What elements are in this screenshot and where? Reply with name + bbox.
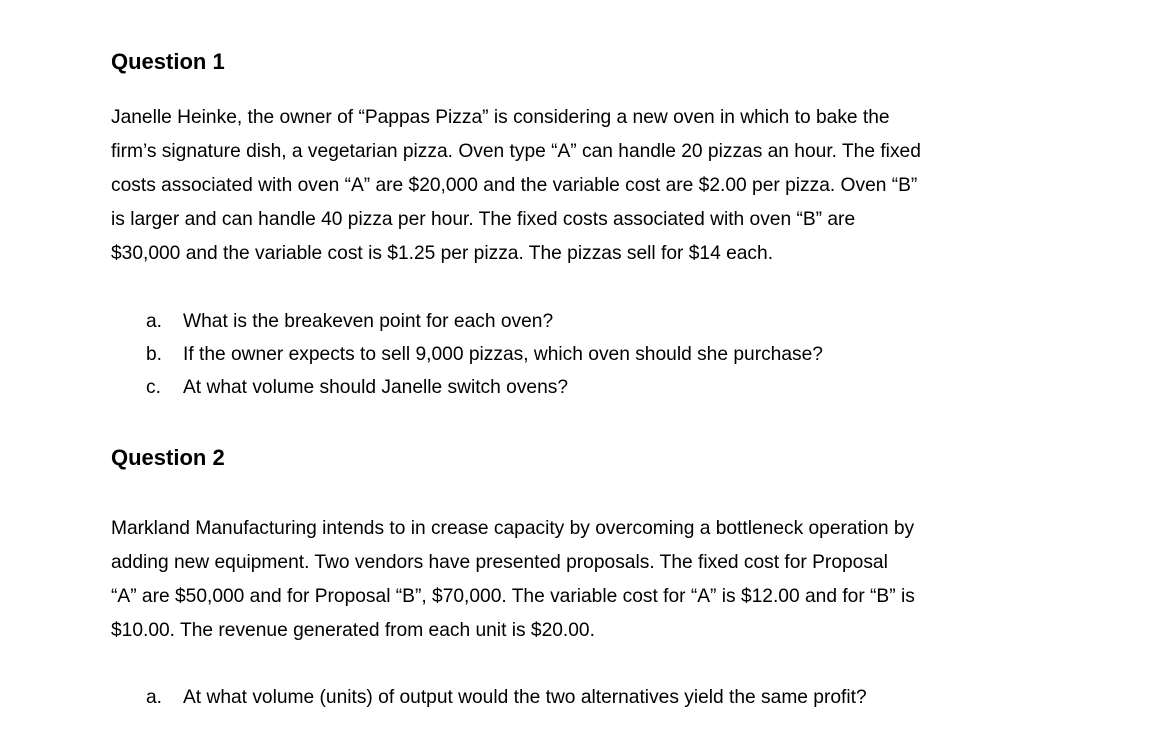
list-item bbox=[111, 681, 867, 714]
paragraph-line: $30,000 and the variable cost is $1.25 per pizza. The pizzas sell for $14 each. bbox=[111, 243, 774, 264]
paragraph-line: Markland Manufacturing intends to in crease capacity by overcoming a bottleneck operation by bbox=[111, 518, 915, 539]
paragraph-line: is larger and can handle 40 pizza per hour. The fixed costs associated with oven “B” are bbox=[111, 209, 856, 230]
question-1-list bbox=[111, 305, 823, 404]
paragraph-line: Janelle Heinke, the owner of “Pappas Pizza” is considering a new oven in which to bake the bbox=[111, 107, 890, 128]
list-item-text: What is the breakeven point for each oven? bbox=[183, 311, 554, 332]
paragraph-line: adding new equipment. Two vendors have presented proposals. The fixed cost for Proposal bbox=[111, 552, 888, 573]
list-marker: c. bbox=[146, 377, 161, 398]
list-item bbox=[111, 305, 823, 338]
question-1-paragraph bbox=[111, 101, 1071, 271]
list-item bbox=[111, 371, 823, 404]
list-marker: a. bbox=[146, 311, 163, 332]
question-2-heading: Question 2 bbox=[111, 445, 225, 470]
paragraph-line: “A” are $50,000 and for Proposal “B”, $70,000. The variable cost for “A” is $12.00 and for “B” is bbox=[111, 586, 915, 607]
list-item-text: At what volume (units) of output would the two alternatives yield the same profit? bbox=[183, 687, 867, 708]
paragraph-line: $10.00. The revenue generated from each unit is $20.00. bbox=[111, 620, 595, 641]
list-item-text: At what volume should Janelle switch ovens? bbox=[183, 377, 569, 398]
list-item bbox=[111, 338, 823, 371]
list-marker: b. bbox=[146, 344, 163, 365]
paragraph-line: firm’s signature dish, a vegetarian pizza. Oven type “A” can handle 20 pizzas an hour. The fixed bbox=[111, 141, 921, 162]
question-2-list bbox=[111, 681, 867, 714]
question-2-paragraph bbox=[111, 512, 1071, 648]
question-1-heading: Question 1 bbox=[111, 49, 225, 74]
paragraph-line: costs associated with oven “A” are $20,000 and the variable cost are $2.00 per pizza. Oven “B” bbox=[111, 175, 918, 196]
list-marker: a. bbox=[146, 687, 163, 708]
list-item-text: If the owner expects to sell 9,000 pizzas, which oven should she purchase? bbox=[183, 344, 823, 365]
